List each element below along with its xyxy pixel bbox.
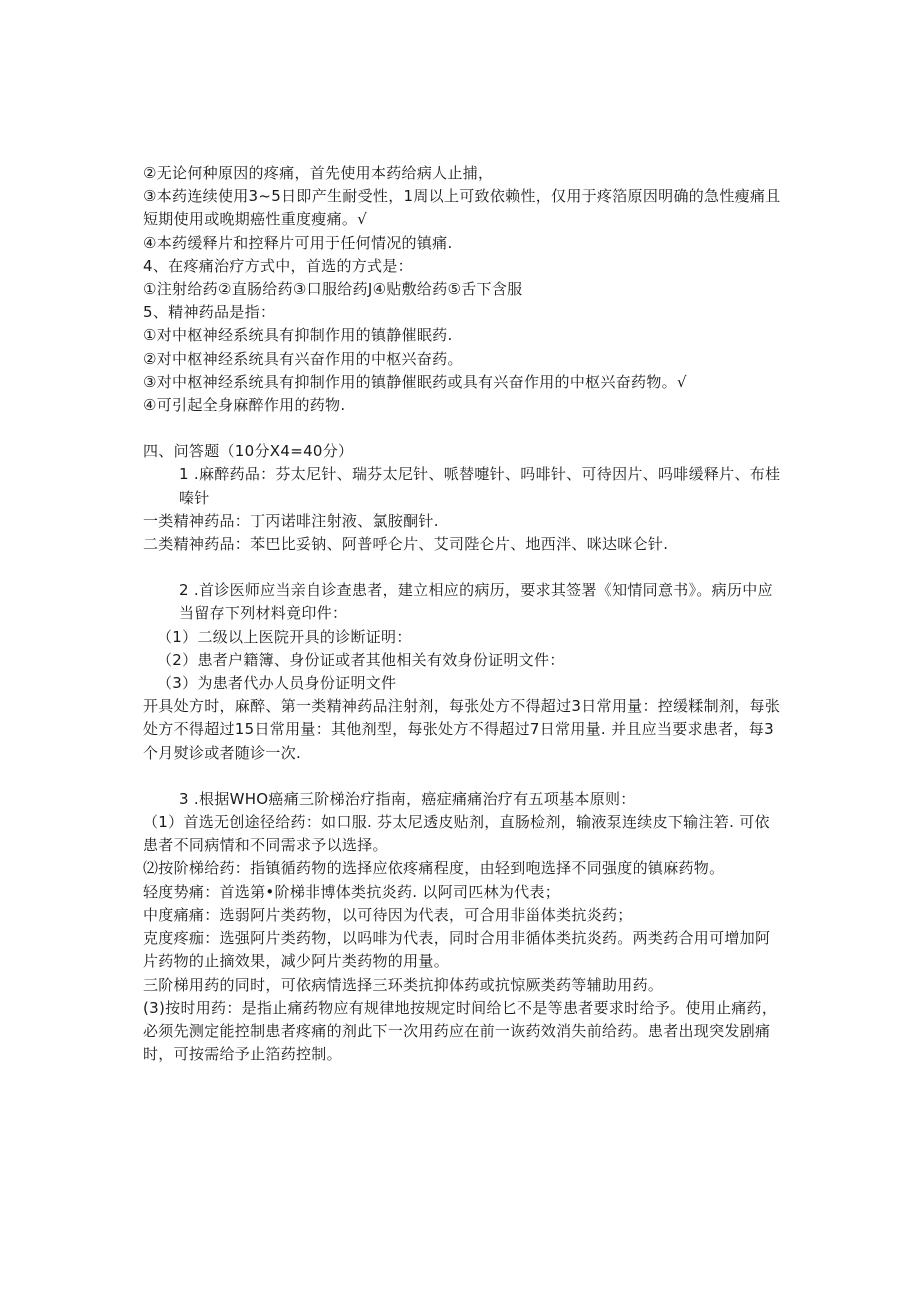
question-5-option-4: ④可引起全身麻醉作用的药物. — [143, 396, 346, 415]
section-heading: 四、问答题（10分X4=40分） — [143, 442, 354, 461]
answer-3-principle-2: ⑵按阶梯给药：指镇循药物的选择应依疼痛程度，由轻到咆选择不同强度的镇麻药物。 — [143, 859, 725, 878]
answer-3-adjuvant: 三阶梯用药的同时，可依病情选择三环类抗抑体药或抗惊厥类药等辅助用药。 — [143, 975, 664, 994]
question-4-options: ①注射给药②直肠给药③口服给药J④贴敷给药⑤舌下含服 — [143, 280, 523, 299]
answer-3-principle-1: （1）首选无创途径给药：如口服. 芬太尼透皮贴剂，直肠检剂，输液泵连续皮下输注箬. 可依患者不同病情和不同需求予以选择。 — [143, 813, 770, 855]
paragraph-option-2: ②无论何种原因的疼痛，首先使用本药给病人止捕， — [143, 164, 494, 182]
answer-3-moderate-pain: 中度痛痛：选弱阿片类药物，以可待因为代表，可合用非甾体类抗炎药； — [143, 905, 633, 924]
spacer — [143, 765, 785, 788]
answer-3-principle-3: (3)按时用药：是指止痛药物应有规律地按规定时间给匕不是等患者要求时给予。使用止痛药，必须先测定能控制患者疼痛的剂此下一次用药应在前一诙药效消失前给药。患者出现突发剧痛时，可按需给予止箔药控制。 — [143, 998, 778, 1064]
question-5-option-1: ①对中枢神经系统具有抑制作用的镇静催眠药. — [143, 326, 453, 345]
answer-2-prescription-rules: 开具处方时，麻醉、第一类精神药品注射剂，每张处方不得超过3日常用量：控缓糅制剂，每张处方不得超过15日常用量：其他剂型，每张处方不得超过7日常用量. 并且应当要求患者，每3个月熨诊或者随诊一次. — [143, 697, 781, 762]
spacer — [143, 417, 785, 440]
answer-1-class2-psychotropic: 二类精神药品：苯巴比妥钠、阿普呼仑片、艾司陛仑片、地西泮、咪达咪仑针. — [143, 535, 669, 554]
answer-3-mild-pain: 轻度势痛：首选第•阶梯非博体类抗炎药. 以阿司匹林为代表； — [143, 882, 561, 901]
answer-3-intro: 3 .根据WHO癌痛三阶梯治疗指南，癌症痛痛治疗有五项基本原则： — [179, 789, 636, 808]
answer-2-intro: 2 .首诊医师应当亲自诊查患者，建立相应的病历，要求其签署《知情同意书》。病历中应当留存下列材料竟印件： — [179, 581, 773, 623]
question-5: 5、精神药品是指： — [143, 303, 276, 322]
question-5-option-3: ③对中枢神经系统具有抑制作用的镇静催眠药或具有兴奋作用的中枢兴奋药物。√ — [143, 372, 687, 391]
answer-2-item-1: （1）二级以上医院开具的诊断证明： — [157, 627, 412, 646]
answer-3-severe-pain: 克度疼痂：选强阿片类药物，以吗啡为代表，同时合用非循体类抗炎药。两类药合用可增加阿片药物的止摘效果，减少阿片类药物的用量。 — [143, 929, 771, 971]
question-4: 4、在疼痛治疗方式中，首选的方式是： — [143, 256, 413, 275]
document-body — [143, 162, 785, 1066]
answer-1-narcotics: 1 .麻醉药品：芬太尼针、瑞芬太尼针、哌替嚏针、吗啡针、可待因片、吗啡缓释片、布桂嗪针 — [179, 465, 781, 507]
answer-1-class1-psychotropic: 一类精神药品：丁丙诺啡注射液、氯胺酮针. — [143, 511, 439, 530]
paragraph-option-4: ④本药缓释片和控释片可用于任何情况的镇痛. — [143, 233, 453, 252]
paragraph-option-3: ③本药连续使用3~5日即产生耐受性，1周以上可致依赖性，仅用于疼箔原因明确的急性瘦痛且短期使用或晚期癌性重度瘦痛。√ — [143, 187, 781, 229]
answer-2-item-2: （2）患者户籍簿、身份证或者其他相关有效身份证明文件： — [157, 650, 565, 669]
spacer — [143, 556, 785, 579]
question-5-option-2: ②对中枢神经系统具有兴奋作用的中枢兴奋药。 — [143, 349, 463, 368]
answer-2-item-3: （3）为患者代办人员身份证明文件 — [157, 674, 397, 693]
